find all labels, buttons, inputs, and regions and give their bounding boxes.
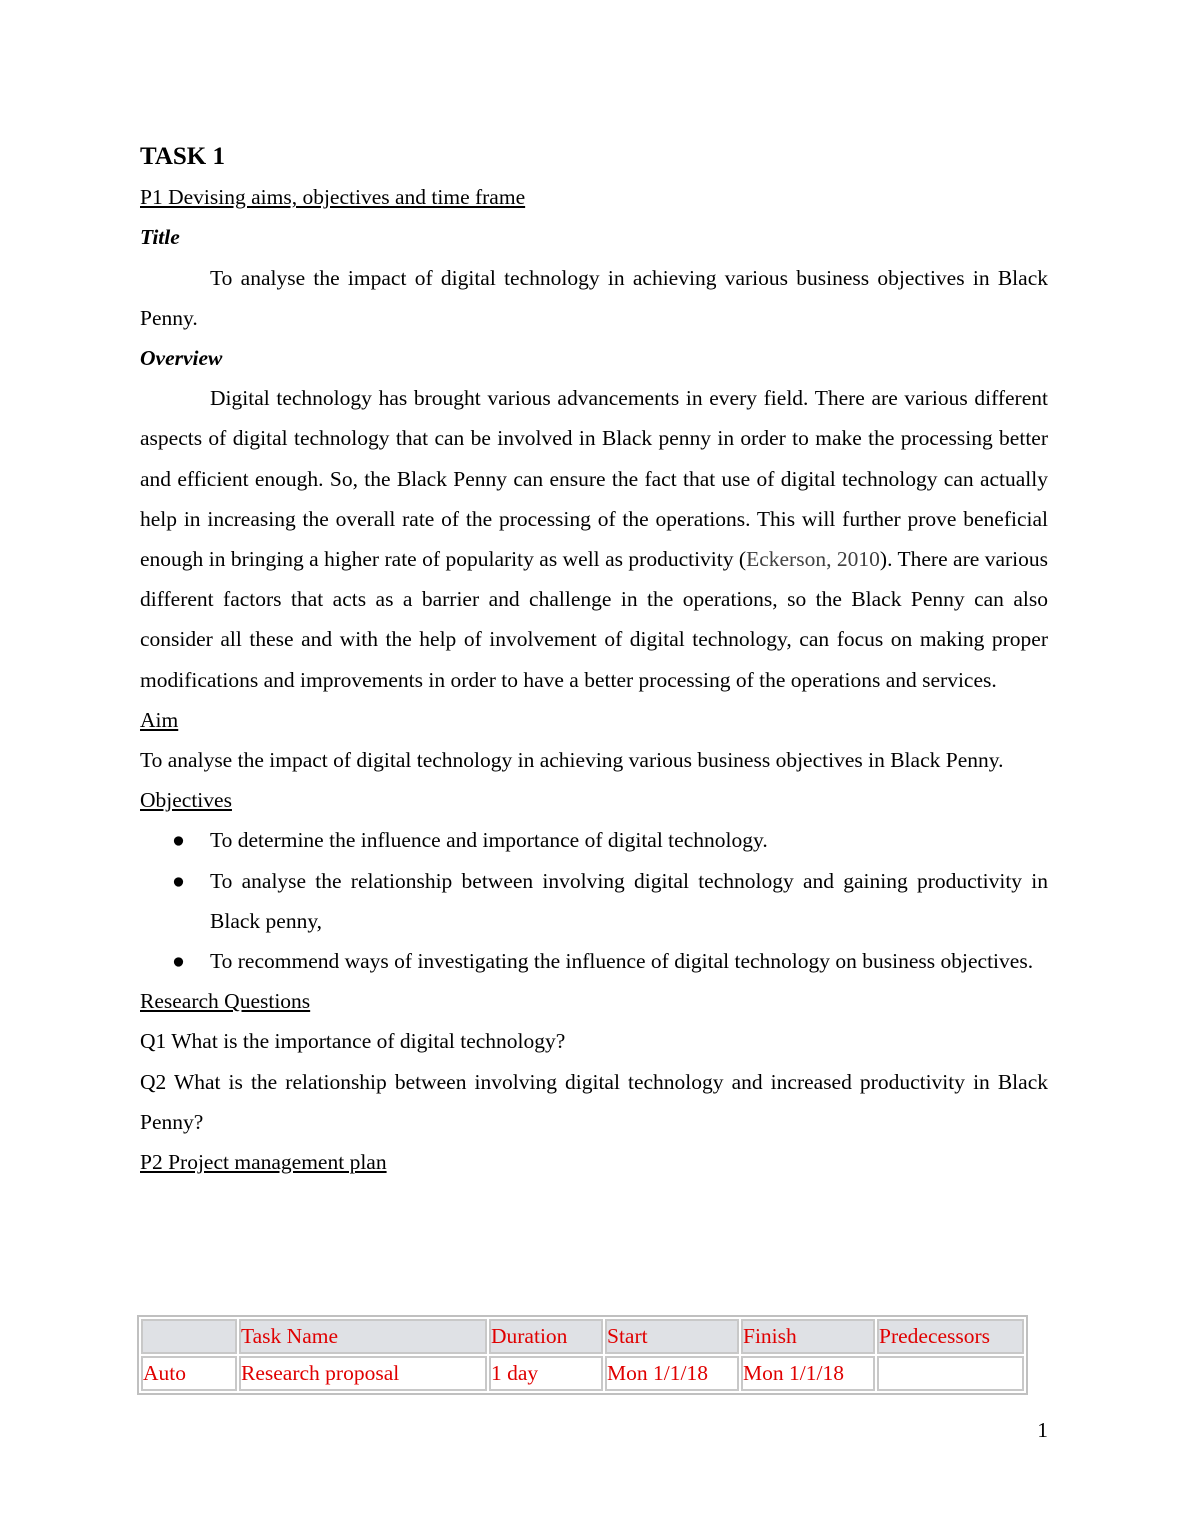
overview-text-2: ). There are various different factors that acts as a barrier and challenge in the operations, so the Black Penny can also consider all these and with the help of involvement of digital technology, can focus on making proper modifications and improvements in order to have a better processing of the operations and services. — [140, 547, 1049, 692]
title-text: To analyse the impact of digital technology in achieving various business objectives in Black Penny. — [140, 265, 1048, 330]
table-cell: Research proposal — [239, 1356, 487, 1391]
table-header-row — [141, 1319, 1024, 1354]
p2-heading: P2 Project management plan — [140, 1150, 387, 1175]
header-cell — [141, 1319, 237, 1354]
objective-text: To determine the influence and importance of digital technology. — [210, 828, 768, 853]
project-plan-table — [137, 1315, 1028, 1395]
table-cell: Mon 1/1/18 — [605, 1356, 739, 1391]
table-cell: 1 day — [489, 1356, 603, 1391]
overview-label: Overview — [140, 346, 223, 371]
question-2: Q2 What is the relationship between involving digital technology and increased productivity in Black Penny? — [140, 1069, 1048, 1134]
task-heading: TASK 1 — [140, 143, 225, 170]
objectives-list — [140, 820, 1048, 981]
p1-heading: P1 Devising aims, objectives and time frame — [140, 185, 526, 210]
header-cell: Finish — [741, 1319, 875, 1354]
overview-text-1: Digital technology has brought various advancements in every field. There are various different aspects of digital technology that can be involved in Black penny in order to make the processing better and efficient enough. So, the Black Penny can ensure the fact that use of digital technology can actually help in increasing the overall rate of the processing of the operations. This will further prove beneficial enough in bringing a higher rate of popularity as well as productivity ( — [140, 386, 1048, 572]
table-cell: Mon 1/1/18 — [741, 1356, 875, 1391]
list-item — [140, 941, 1048, 981]
citation: Eckerson, 2010 — [746, 547, 880, 572]
list-item — [140, 861, 1048, 941]
aim-text: To analyse the impact of digital technology in achieving various business objectives in Black Penny. — [140, 748, 1004, 773]
header-cell: Predecessors — [877, 1319, 1024, 1354]
page-number: 1 — [1037, 1418, 1048, 1442]
title-label: Title — [140, 225, 180, 250]
header-cell: Duration — [489, 1319, 603, 1354]
objective-text: To recommend ways of investigating the influence of digital technology on business objectives. — [210, 949, 1034, 974]
research-questions-label: Research Questions — [140, 989, 311, 1014]
list-item — [140, 820, 1048, 860]
aim-label: Aim — [140, 707, 179, 732]
table-row — [141, 1356, 1024, 1391]
bullet-icon: ● — [172, 949, 185, 974]
question-1: Q1 What is the importance of digital technology? — [140, 1029, 566, 1054]
objectives-label: Objectives — [140, 788, 232, 813]
header-cell: Task Name — [239, 1319, 487, 1354]
bullet-icon: ● — [172, 828, 185, 853]
header-cell: Start — [605, 1319, 739, 1354]
bullet-icon: ● — [172, 868, 185, 893]
objective-text: To analyse the relationship between involving digital technology and gaining productivity in Black penny, — [210, 868, 1048, 933]
document-body — [140, 137, 1048, 1182]
overview-paragraph — [140, 378, 1048, 700]
table-cell: Auto — [141, 1356, 237, 1391]
table-cell — [877, 1356, 1024, 1391]
